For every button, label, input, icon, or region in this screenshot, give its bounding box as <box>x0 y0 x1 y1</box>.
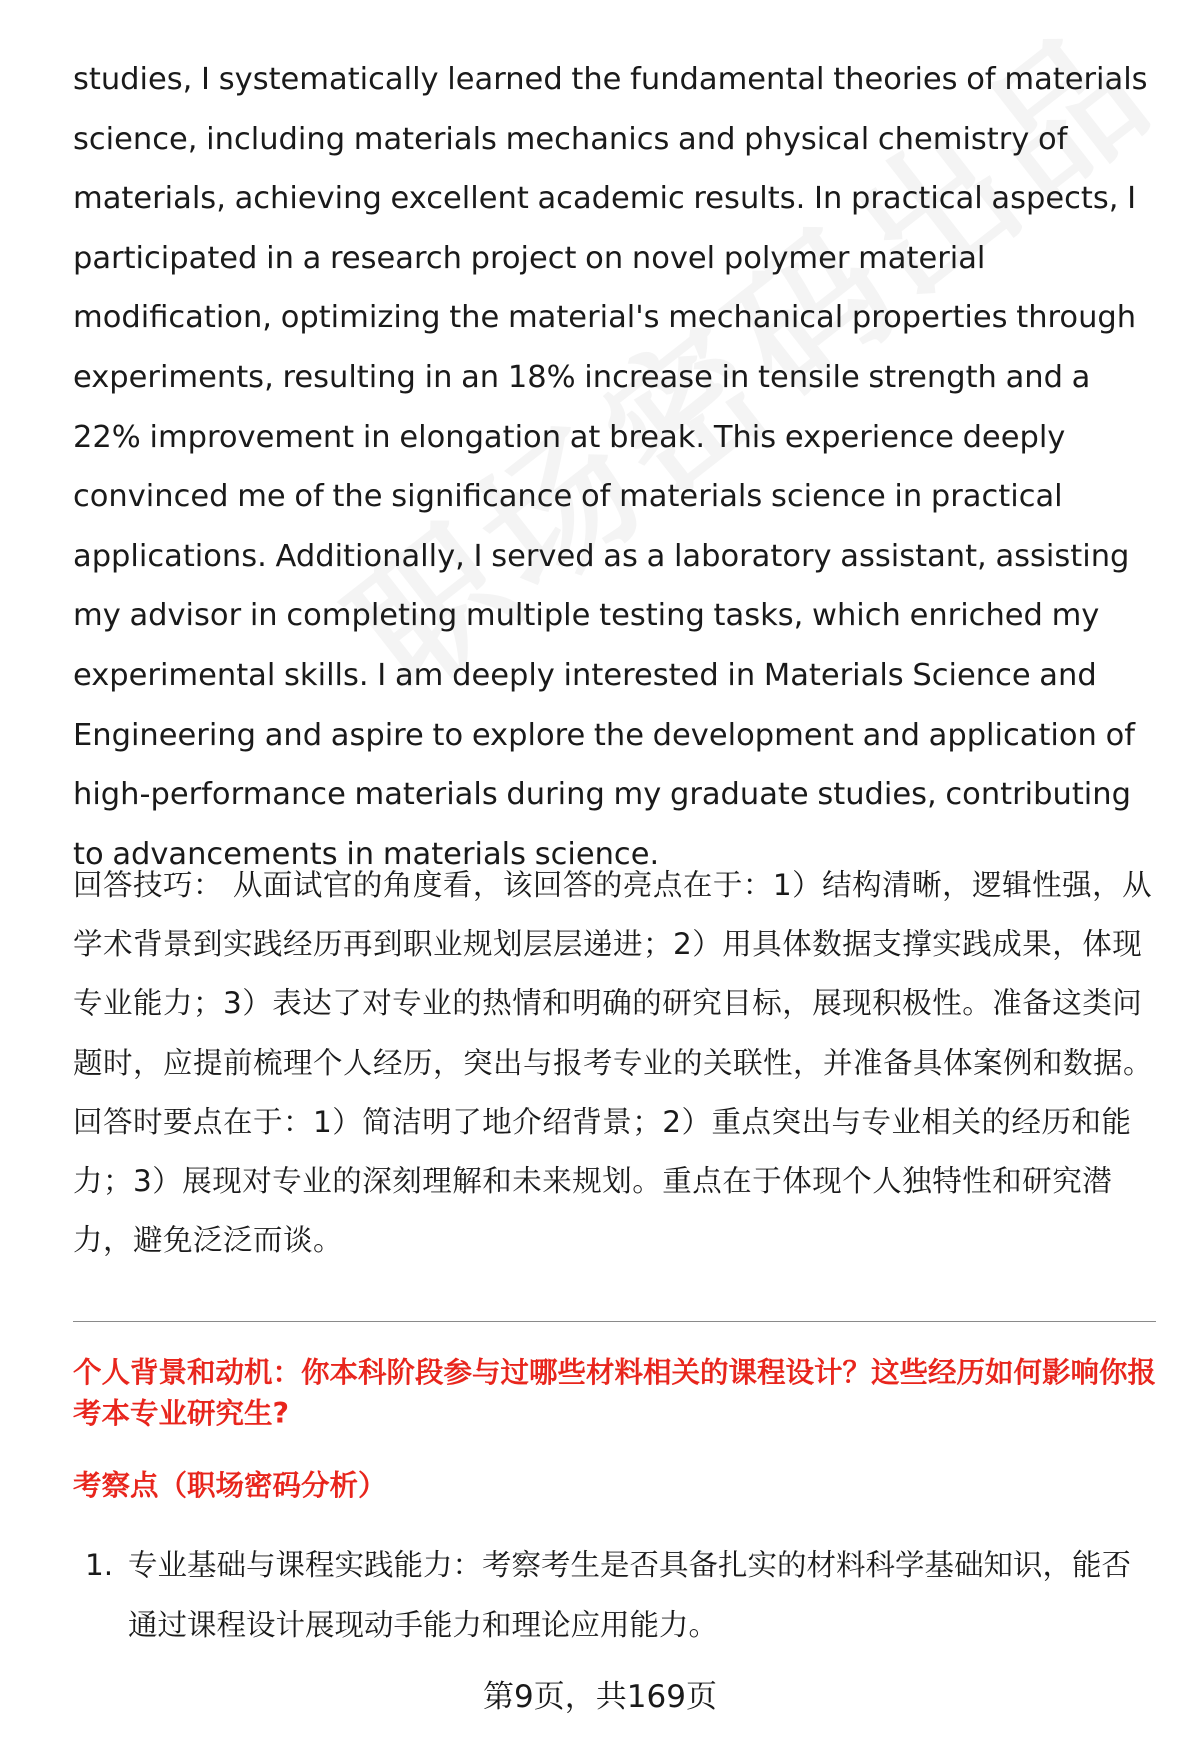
question-heading: 个人背景和动机：你本科阶段参与过哪些材料相关的课程设计？这些经历如何影响你报考本专业研究生? <box>73 1356 1157 1430</box>
assessment-title: 考察点（职场密码分析） <box>73 1469 387 1502</box>
answer-paragraph: studies, I systematically learned the fundamental theories of materials science, including materials mechanics and physical chemistry of materials, achieving excellent academic results. In practical aspects, I participated in a research project on novel polymer material modification, optimizing the material's mechanical properties through experiments, resulting in an 18% increase in tensile strength and a 22% improvement in elongation at break. This experience deeply convinced me of the significance of materials science in practical applications. Additionally, I served as a laboratory assistant, assisting my advisor in completing multiple testing tasks, which enriched my experimental skills. I am deeply interested in Materials Science and Engineering and aspire to explore the development and application of high-performance materials during my graduate studies, contributing to advancements in materials science. <box>73 62 1148 872</box>
section-divider <box>73 1321 1156 1322</box>
answer-tips-paragraph: 回答技巧： 从面试官的角度看，该回答的亮点在于：1）结构清晰，逻辑性强，从学术背景到实践经历再到职业规划层层递进；2）用具体数据支撑实践成果，体现专业能力；3）表达了对专业的热情和明确的研究目标，展现积极性。准备这类问题时，应提前梳理个人经历，突出与报考专业的关联性，并准备具体案例和数据。回答时要点在于：1）简洁明了地介绍背景；2）重点突出与专业相关的经历和能力；3）展现对专业的深刻理解和未来规划。重点在于体现个人独特性和研究潜力，避免泛泛而谈。 <box>73 868 1154 1258</box>
list-item-number: 1. <box>85 1548 114 1582</box>
list-item <box>73 1536 1158 1655</box>
page-number-footer: 第9页，共169页 <box>483 1679 717 1715</box>
list-item-text: 专业基础与课程实践能力：考察考生是否具备扎实的材料科学基础知识，能否通过课程设计展现动手能力和理论应用能力。 <box>128 1548 1132 1642</box>
assessment-points-list <box>73 1536 1158 1655</box>
